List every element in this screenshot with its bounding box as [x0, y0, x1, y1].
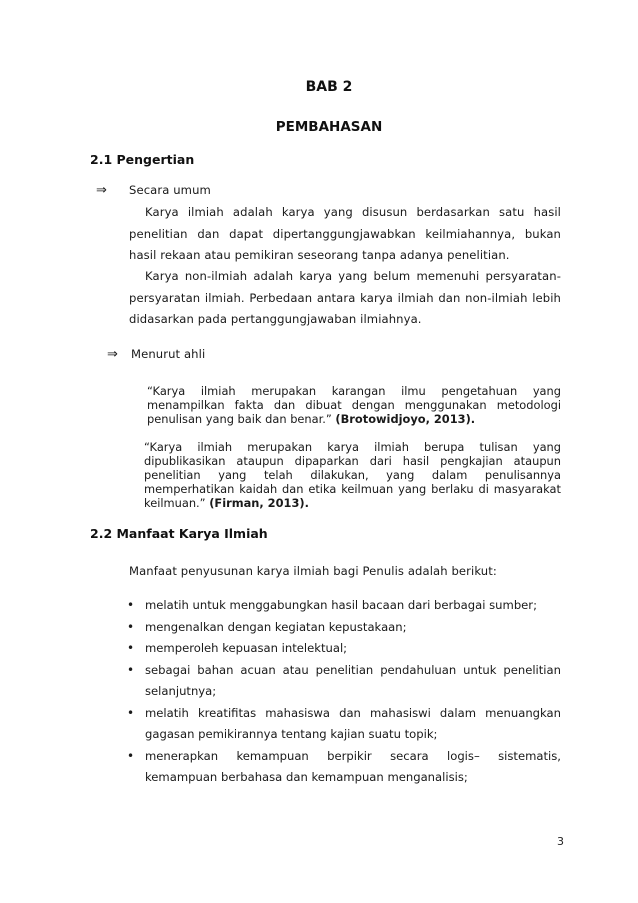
list-item: • menerapkan kemampuan berpikir secara logis– sistematis, kemampuan berbahasa dan kemampuan menganalisis;: [127, 746, 561, 789]
definition-paragraph-ilmiah: Karya ilmiah adalah karya yang disusun berdasarkan satu hasil penelitian dan dapat dipertanggungjawabkan keilmiahannya, bukan hasil rekaan atau pemikiran seseorang tanpa adanya penelitian.: [129, 205, 561, 262]
bullet-icon: •: [127, 619, 135, 634]
experts-item: [107, 344, 118, 366]
quote-citation: (Firman, 2013).: [209, 496, 309, 510]
bullet-icon: •: [127, 748, 135, 763]
general-item: [96, 180, 107, 202]
chapter-subtitle: PEMBAHASAN: [275, 119, 383, 135]
chapter-title: BAB 2: [305, 79, 353, 95]
right-arrow-icon: ⇒: [107, 347, 118, 362]
definition-paragraph-non-ilmiah: Karya non-ilmiah adalah karya yang belum memenuhi persyaratan-persyaratan ilmiah. Perbedaan antara karya ilmiah dan non-ilmiah lebih didasarkan pada pertanggungjawaban ilmiahnya.: [129, 269, 561, 326]
experts-label: Menurut ahli: [131, 347, 206, 361]
quote-text: “Karya ilmiah merupakan karya ilmiah berupa tulisan yang dipublikasikan ataupun dipaparkan dari hasil pengkajian ataupun penelitian yang telah dilakukan, yang dalam penulisannya memperhatikan kaidah dan etika keilmuan yang berlaku di masyarakat keilmuan.”: [144, 440, 561, 510]
section-heading-manfaat: 2.2 Manfaat Karya Ilmiah: [90, 526, 268, 541]
bullet-icon: •: [127, 598, 135, 612]
list-item: • melatih kreatifitas mahasiswa dan mahasiswi dalam menuangkan gagasan pemikirannya tentang kajian suatu topik;: [127, 703, 561, 746]
list-item: • memperoleh kepuasan intelektual;: [127, 638, 561, 660]
quote-text: “Karya ilmiah merupakan karangan ilmu pengetahuan yang menampilkan fakta dan dibuat dengan menggunakan metodologi penulisan yang baik dan benar.”: [147, 384, 561, 426]
section-heading-pengertian: 2.1 Pengertian: [90, 152, 195, 167]
bullet-icon: •: [127, 705, 135, 720]
general-label: Secara umum: [129, 183, 211, 197]
bullet-icon: •: [127, 641, 135, 655]
list-item: • sebagai bahan acuan atau penelitian pendahuluan untuk penelitian selanjutnya;: [127, 660, 561, 703]
quote-citation: (Brotowidjoyo, 2013).: [335, 412, 476, 426]
right-arrow-icon: ⇒: [96, 183, 107, 198]
benefits-list: [127, 595, 561, 789]
expert-quote-firman: [144, 440, 561, 510]
list-item: • mengenalkan dengan kegiatan kepustakaan;: [127, 617, 561, 639]
list-item: • melatih untuk menggabungkan hasil bacaan dari berbagai sumber;: [127, 595, 561, 617]
bullet-icon: •: [127, 662, 135, 677]
page-number: 3: [557, 835, 564, 848]
expert-quote-brotowidjoyo: [147, 384, 561, 426]
benefits-intro: Manfaat penyusunan karya ilmiah bagi Penulis adalah berikut:: [129, 564, 497, 578]
